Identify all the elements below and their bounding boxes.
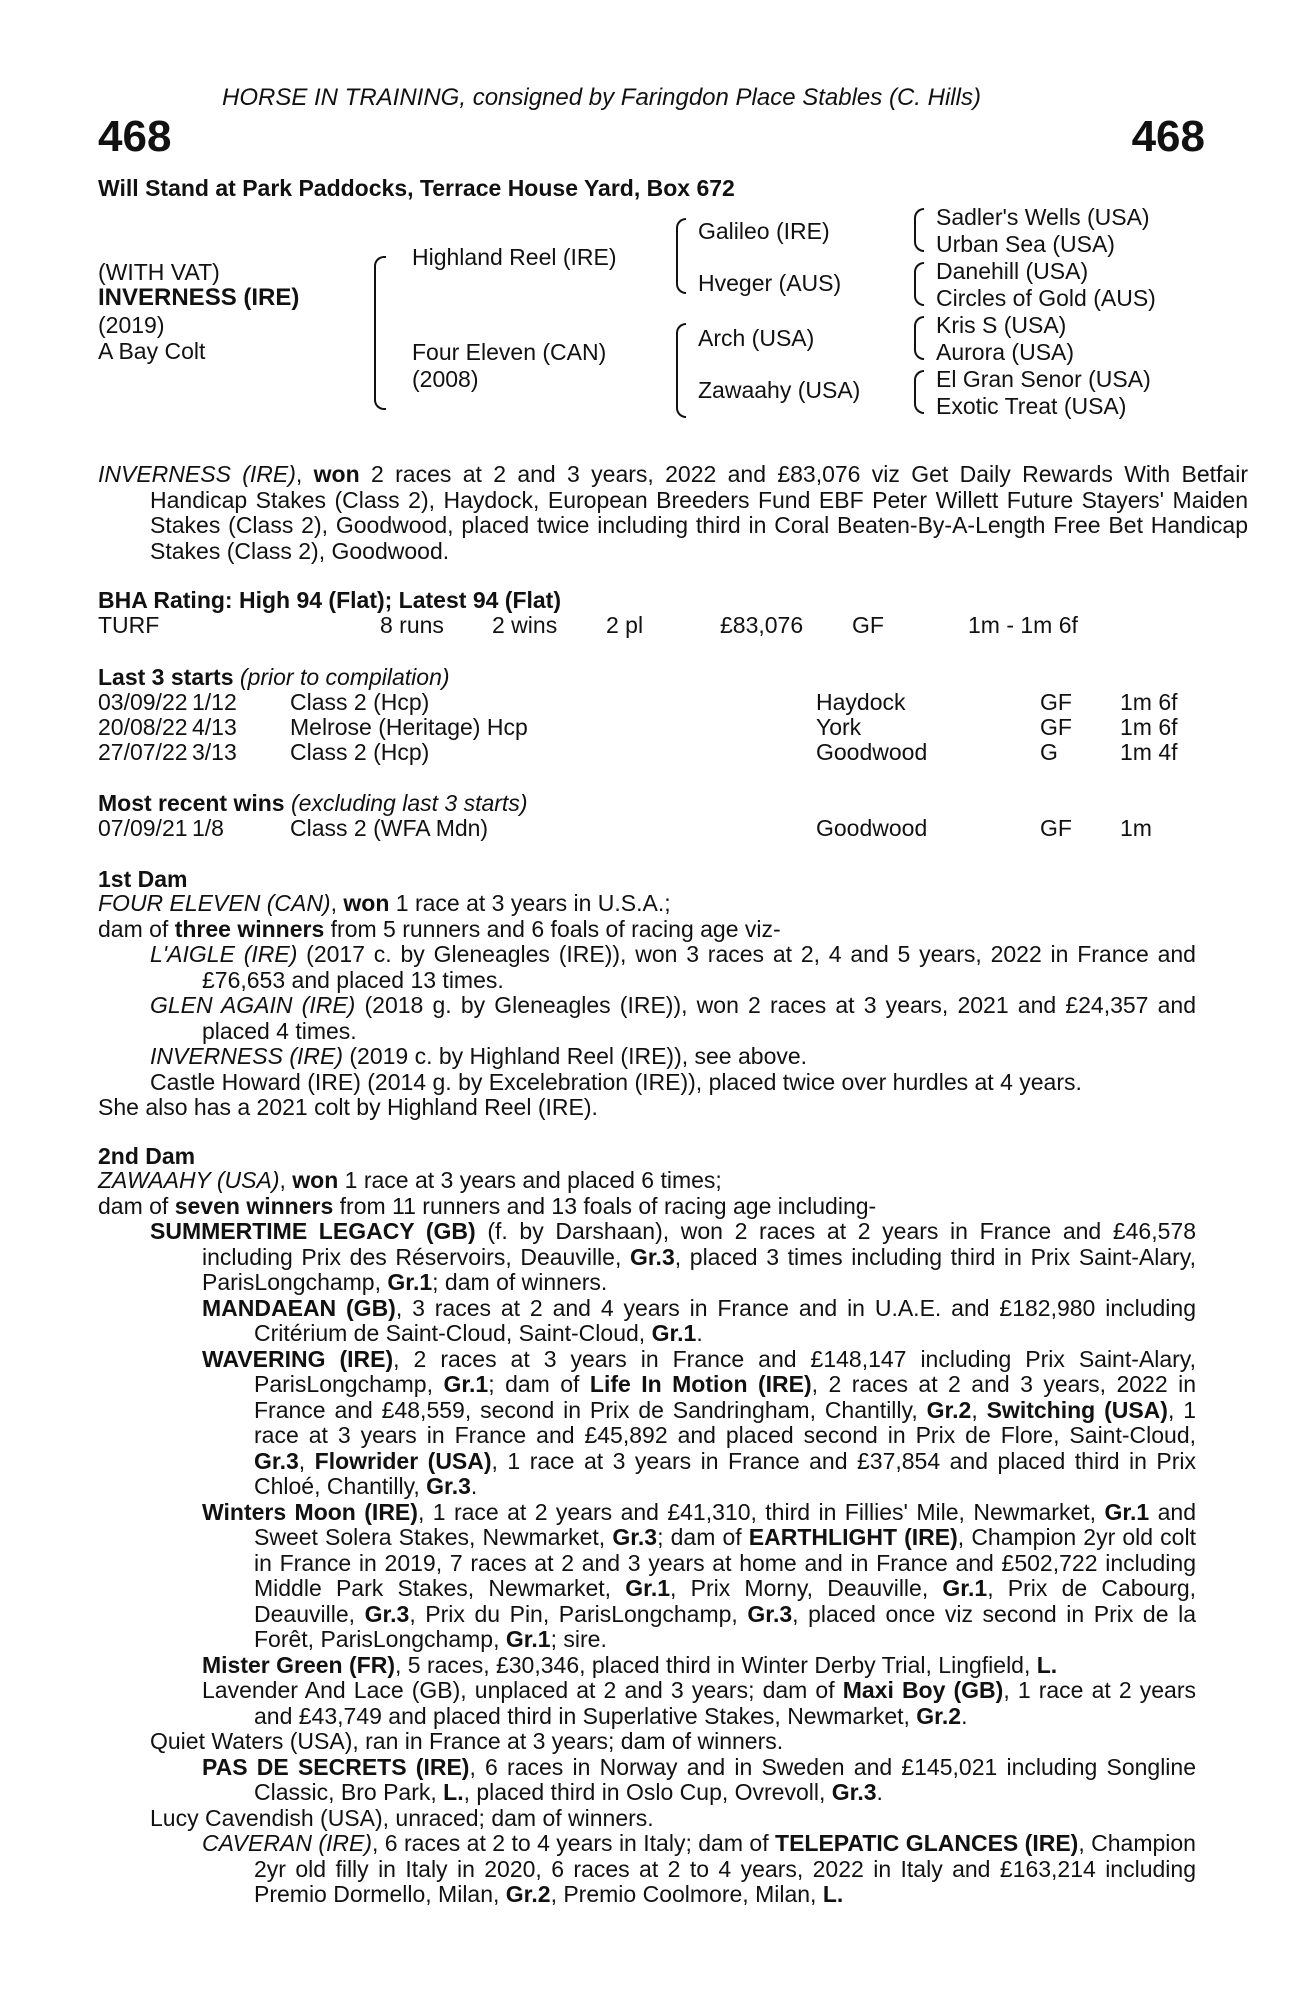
wv-grade-1: Gr.1 (443, 1371, 489, 1397)
brace-1 (914, 208, 924, 252)
dam: Four Eleven (CAN) (412, 339, 607, 365)
sl-text-3: ; dam of winners. (432, 1269, 608, 1295)
race-dist: 1m 6f (1120, 714, 1178, 740)
wm-grade-3: Gr.1 (625, 1575, 671, 1601)
recent-wins-note: (excluding last 3 starts) (291, 790, 528, 816)
race-going: GF (1040, 815, 1072, 841)
lot-number-left: 468 (98, 112, 172, 161)
ss-dam: Urban Sea (USA) (936, 231, 1115, 257)
first-dam-line2a: dam of (98, 915, 175, 942)
switching: Switching (USA) (986, 1396, 1168, 1423)
wv-text-5: , 1 race at 3 years in France and £45,892 and placed second in Prix de Flore, Saint-Cloud, (254, 1396, 1196, 1448)
first-dam-winners: three winners (174, 915, 325, 942)
wv-grade-2: Gr.2 (926, 1396, 972, 1423)
wv-text-6: , (298, 1447, 315, 1474)
lucy-cavendish: Lucy Cavendish (USA), unraced; dam of winners. (150, 1804, 654, 1831)
race-row (98, 714, 1198, 740)
ss-sire: Sadler's Wells (USA) (936, 204, 1150, 230)
sire-dam: Hveger (AUS) (698, 270, 842, 296)
summary-text: 2 races at 2 and 3 years, 2022 and £83,076 viz Get Daily Rewards With Betfair Handicap Stakes (Class 2), Haydock, European Breeders Fund EBF Peter Willett Future Stayers' Maiden Stakes (Class 2), Goodwood, placed twice including third in Coral Beaten-By-A-Length Free Bet Handicap Stakes (Class 2), Goodwood. (150, 461, 1248, 564)
dam-year: (2008) (412, 366, 479, 392)
wavering: WAVERING (IRE) (202, 1345, 394, 1372)
bha-rating: BHA Rating: High 94 (Flat); Latest 94 (Flat) (98, 587, 561, 613)
wv-grade-4: Gr.3 (426, 1473, 471, 1499)
wm-text-3: ; dam of (657, 1524, 749, 1550)
progeny-laigle: L'AIGLE (IRE) (150, 941, 298, 967)
cv-grade-2: L. (822, 1881, 844, 1907)
catalogue-title: HORSE IN TRAINING, consigned by Faringdon Place Stables (C. Hills) (222, 84, 981, 111)
summary-won: won (313, 461, 360, 487)
race-course: Goodwood (816, 815, 928, 841)
race-race: Class 2 (Hcp) (290, 689, 430, 715)
telepatic-glances: TELEPATIC GLANCES (IRE) (775, 1830, 1079, 1856)
pd-grade-1: L. (443, 1779, 464, 1805)
pedigree-brace-main (374, 256, 386, 410)
wv-text-7: , 1 race at 3 years in France and £37,854 and placed third in Prix Chloé, Chantilly, (254, 1447, 1196, 1499)
race-dist: 1m 4f (1120, 739, 1178, 765)
horse-year: (2019) (98, 312, 165, 338)
wm-text-7: , Prix du Pin, ParisLongchamp, (409, 1600, 748, 1627)
cv-text-2: , Champion 2yr old filly in Italy in 2020, 6 races at 2 to 4 years, 2022 in Italy and £163,214 including Premio Dormello, Milan, (254, 1830, 1196, 1907)
brace-3 (914, 316, 924, 360)
cv-text-1: , 6 races at 2 to 4 years in Italy; dam of (372, 1830, 776, 1856)
race-pos: 1/8 (192, 815, 224, 841)
distance: 1m - 1m 6f (968, 612, 1078, 638)
sl-text-2: , placed 3 times including third in Prix Saint-Alary, ParisLongchamp, (202, 1243, 1196, 1295)
wm-grade-2: Gr.3 (612, 1524, 658, 1550)
sire: Highland Reel (IRE) (412, 244, 617, 270)
race-date: 03/09/22 (98, 689, 188, 715)
wv-text-3: , 2 races at 2 and 3 years, 2022 in France and £48,559, second in Prix de Sandringham, Chantilly, (254, 1371, 1196, 1423)
second-dam-winners: seven winners (174, 1192, 334, 1219)
race-going: GF (1040, 714, 1072, 740)
race-pos: 4/13 (192, 714, 237, 740)
race-row (98, 815, 1198, 841)
wins: 2 wins (492, 612, 558, 638)
pd-grade-2: Gr.3 (831, 1779, 877, 1805)
pedigree-brace-sire (676, 218, 686, 294)
first-dam-section: FOUR ELEVEN (CAN), won 1 race at 3 years in U.S.A.; dam of three winners from 5 runners and 6 foals of racing age viz- L'AIGLE (IRE) (2017 c. by Gleneagles (IRE)), won 3 races at 2, 4 and 5 years, 2022 in France and £76,653 and placed 13 times. GLEN AGAIN (IRE) (2018 g. by Gleneagles (IRE)), won 2 races at 3 years, 2021 and £24,357 and placed 4 times. INVERNESS (IRE) (2019 c. by Highland Reel (IRE)), see above. Castle Howard (IRE) (2014 g. by Excelebration (IRE)), placed twice over hurdles at 4 years. She also has a 2021 colt by Highland Reel (IRE). (98, 890, 1197, 1120)
brace-2 (914, 262, 924, 306)
second-dam-record: 1 race at 3 years and placed 6 times; (338, 1167, 722, 1193)
wm-text-2: and Sweet Solera Stakes, Newmarket, (254, 1498, 1197, 1550)
race-row (98, 739, 1198, 765)
summary-horse-name: INVERNESS (IRE) (98, 461, 296, 487)
turf-record (98, 612, 1198, 638)
dd-sire: El Gran Senor (USA) (936, 366, 1151, 392)
vat-note: (WITH VAT) (98, 259, 220, 285)
race-course: Goodwood (816, 739, 928, 765)
flowrider: Flowrider (USA) (314, 1447, 492, 1474)
progeny-glen-again: GLEN AGAIN (IRE) (150, 992, 356, 1018)
race-course: York (816, 714, 862, 740)
progeny-glen-again-text: (2018 g. by Gleneagles (IRE)), won 2 races at 3 years, 2021 and £24,357 and placed 4 times. (202, 992, 1197, 1044)
sl-text-1: (f. by Darshaan), won 2 races at 2 years in France and £46,578 including Prix des Réservoirs, Deauville, (202, 1218, 1196, 1270)
surface: TURF (98, 612, 160, 638)
sd-sire: Danehill (USA) (936, 258, 1089, 284)
ds-dam: Aurora (USA) (936, 339, 1075, 365)
wm-grade-4: Gr.1 (942, 1575, 988, 1601)
progeny-laigle-text: (2017 c. by Gleneagles (IRE)), won 3 races at 2, 4 and 5 years, 2022 in France and £76,653 and placed 13 times. (202, 941, 1196, 993)
life-in-motion: Life In Motion (IRE) (589, 1371, 812, 1397)
maxi-boy: Maxi Boy (GB) (842, 1677, 1004, 1703)
race-summary: INVERNESS (IRE), won 2 races at 2 and 3 years, 2022 and £83,076 viz Get Daily Rewards With Betfair Handicap Stakes (Class 2), Haydock, European Breeders Fund EBF Peter Willett Future Stayers' Maiden Stakes (Class 2), Goodwood, placed twice including third in Coral Beaten-By-A-Length Free Bet Handicap Stakes (Class 2), Goodwood. (98, 461, 1248, 564)
last-starts-note: (prior to compilation) (239, 664, 450, 690)
second-dam-name: ZAWAAHY (USA) (98, 1167, 280, 1193)
wv-grade-3: Gr.3 (254, 1447, 299, 1474)
progeny-castle-howard: Castle Howard (IRE) (2014 g. by Excelebration (IRE)), placed twice over hurdles at 4 years. (150, 1068, 1082, 1095)
recent-wins-heading (98, 790, 527, 816)
lavender-and-lace: Lavender And Lace (GB), unplaced at 2 and 3 years; dam of (202, 1677, 843, 1703)
mg-text-1: , 5 races, £30,346, placed third in Winter Derby Trial, Lingfield, (394, 1651, 1037, 1678)
race-pos: 1/12 (192, 689, 237, 715)
second-dam-heading: 2nd Dam (98, 1143, 196, 1169)
race-going: G (1040, 739, 1058, 765)
last-starts-heading (98, 664, 450, 690)
runs: 8 runs (380, 612, 444, 638)
race-date: 27/07/22 (98, 739, 188, 765)
race-dist: 1m (1120, 815, 1152, 841)
wm-grade-5: Gr.3 (364, 1600, 410, 1627)
second-dam-won: won (292, 1167, 339, 1193)
caveran: CAVERAN (IRE) (202, 1830, 372, 1856)
race-date: 07/09/21 (98, 815, 188, 841)
first-dam-line2c: from 5 runners and 6 foals of racing age viz- (324, 915, 781, 942)
wv-text-1: , 2 races at 3 years in France and £148,147 including Prix Saint-Alary, ParisLongchamp, (254, 1345, 1196, 1397)
first-dam-note: She also has a 2021 colt by Highland Reel (IRE). (98, 1094, 598, 1120)
race-race: Class 2 (WFA Mdn) (290, 815, 489, 841)
dam-sire: Arch (USA) (698, 325, 815, 351)
la-text-3: . (961, 1702, 968, 1729)
earthlight: EARTHLIGHT (IRE) (748, 1524, 958, 1550)
wm-text-8: , placed once viz second in Prix de la Forêt, ParisLongchamp, (254, 1600, 1196, 1652)
race-race: Melrose (Heritage) Hcp (290, 714, 528, 740)
wm-text-6: , Prix de Cabourg, Deauville, (254, 1575, 1196, 1627)
la-text-2: , 1 race at 2 years and £43,749 and placed third in Superlative Stakes, Newmarket, (254, 1677, 1196, 1729)
mister-green: Mister Green (FR) (202, 1651, 395, 1678)
quiet-waters: Quiet Waters (USA), ran in France at 3 years; dam of winners. (150, 1728, 784, 1754)
first-dam-heading: 1st Dam (98, 866, 188, 892)
second-dam-line2a: dam of (98, 1192, 175, 1219)
first-dam-won: won (343, 890, 390, 916)
wm-grade-7: Gr.1 (505, 1626, 551, 1652)
race-row (98, 689, 1198, 715)
recent-wins-title: Most recent wins (98, 790, 285, 816)
wm-text-1: , 1 race at 2 years and £41,310, third in Fillies' Mile, Newmarket, (417, 1498, 1105, 1525)
wv-text-8: . (470, 1473, 478, 1499)
earnings: £83,076 (720, 612, 804, 638)
brace-4 (914, 370, 924, 414)
sl-grade-1: Gr.3 (629, 1243, 675, 1270)
race-race: Class 2 (Hcp) (290, 739, 430, 765)
wm-text-4: , Champion 2yr old colt in France in 2019, 7 races at 2 and 3 years at home and in France and £502,722 including Middle Park Stakes, Newmarket, (254, 1524, 1196, 1601)
pd-text-3: . (876, 1779, 883, 1805)
wv-text-4: , (971, 1396, 987, 1423)
horse-description: A Bay Colt (98, 338, 206, 364)
first-dam-record: 1 race at 3 years in U.S.A.; (389, 890, 671, 916)
race-dist: 1m 6f (1120, 689, 1178, 715)
md-text-1: , 3 races at 2 and 4 years in France and in U.A.E. and £182,980 including Critérium de Saint-Cloud, Saint-Cloud, (254, 1294, 1196, 1346)
race-pos: 3/13 (192, 739, 237, 765)
cv-text-3: , Premio Coolmore, Milan, (550, 1881, 823, 1907)
lot-number-right: 468 (1131, 112, 1205, 161)
second-dam-section: ZAWAAHY (USA), won 1 race at 3 years and placed 6 times; dam of seven winners from 11 runners and 13 foals of racing age including- SUMMERTIME LEGACY (GB) (f. by Darshaan), won 2 races at 2 years in France and £46,578 including Prix des Réservoirs, Deauville, Gr.3, placed 3 times including third in Prix Saint-Alary, ParisLongchamp, Gr.1; dam of winners. MANDAEAN (GB), 3 races at 2 and 4 years in France and in U.A.E. and £182,980 including Critérium de Saint-Cloud, Saint-Cloud, Gr.1. WAVERING (IRE), 2 races at 3 years in France and £148,147 including Prix Saint-Alary, ParisLongchamp, Gr.1; dam of Life In Motion (IRE), 2 races at 2 and 3 years, 2022 in France and £48,559, second in Prix de Sandringham, Chantilly, Gr.2, Switching (USA), 1 race at 3 years in France and £45,892 and placed second in Prix de Flore, Saint-Cloud, Gr.3, Flowrider (USA), 1 race at 3 years in France and £37,854 and placed third in Prix Chloé, Chantilly, Gr.3. Winters Moon (IRE), 1 race at 2 years and £41,310, third in Fillies' Mile, Newmarket, Gr.1 and Sweet Solera Stakes, Newmarket, Gr.3; dam of EARTHLIGHT (IRE), Champion 2yr old colt in France in 2019, 7 races at 2 and 3 years at home and in France and £502,722 including Middle Park Stakes, Newmarket, Gr.1, Prix Morny, Deauville, Gr.1, Prix de Cabourg, Deauville, Gr.3, Prix du Pin, ParisLongchamp, Gr.3, placed once viz second in Prix de la Forêt, ParisLongchamp, Gr.1; sire. Mister Green (FR), 5 races, £30,346, placed third in Winter Derby Trial, Lingfield, L. Lavender And Lace (GB), unplaced at 2 and 3 years; dam of Maxi Boy (GB), 1 race at 2 years and £43,749 and placed third in Superlative Stakes, Newmarket, Gr.2. Quiet Waters (USA), ran in France at 3 years; dam of winners. PAS DE SECRETS (IRE), 6 races in Norway and in Sweden and £145,021 including Songline Classic, Bro Park, L., placed third in Oslo Cup, Ovrevoll, Gr.3. Lucy Cavendish (USA), unraced; dam of winners. CAVERAN (IRE), 6 races at 2 to 4 years in Italy; dam of TELEPATIC GLANCES (IRE), Champion 2yr old filly in Italy in 2020, 6 races at 2 to 4 years, 2022 in Italy and £163,214 including Premio Dormello, Milan, Gr.2, Premio Coolmore, Milan, L. (98, 1167, 1197, 1907)
pas-de-secrets: PAS DE SECRETS (IRE) (202, 1753, 470, 1780)
ds-sire: Kris S (USA) (936, 312, 1067, 338)
first-dam-name: FOUR ELEVEN (CAN) (98, 890, 331, 916)
mandaean: MANDAEAN (GB) (202, 1294, 396, 1321)
going: GF (852, 612, 884, 638)
dd-dam: Exotic Treat (USA) (936, 393, 1127, 419)
race-course: Haydock (816, 689, 906, 715)
placed: 2 pl (606, 612, 644, 638)
race-going: GF (1040, 689, 1072, 715)
race-date: 20/08/22 (98, 714, 188, 740)
pedigree-brace-dam (676, 323, 686, 418)
horse-name: INVERNESS (IRE) (98, 284, 300, 311)
progeny-inverness-text: (2019 c. by Highland Reel (IRE)), see above. (342, 1043, 808, 1069)
summertime-legacy: SUMMERTIME LEGACY (GB) (150, 1218, 476, 1244)
sd-dam: Circles of Gold (AUS) (936, 285, 1156, 311)
second-dam-line2c: from 11 runners and 13 foals of racing age including- (333, 1192, 877, 1219)
mg-grade-1: L. (1036, 1651, 1058, 1678)
sl-grade-2: Gr.1 (387, 1269, 433, 1295)
cv-grade-1: Gr.2 (505, 1881, 551, 1907)
last-starts-title: Last 3 starts (98, 664, 234, 690)
winters-moon: Winters Moon (IRE) (202, 1498, 418, 1525)
stand-location: Will Stand at Park Paddocks, Terrace House Yard, Box 672 (98, 175, 735, 201)
md-text-2: . (696, 1320, 703, 1346)
wm-text-9: ; sire. (550, 1626, 607, 1652)
la-grade-1: Gr.2 (916, 1702, 962, 1729)
dam-dam: Zawaahy (USA) (698, 377, 861, 403)
pd-text-2: , placed third in Oslo Cup, Ovrevoll, (463, 1779, 832, 1805)
progeny-inverness: INVERNESS (IRE) (150, 1043, 343, 1069)
pd-text-1: , 6 races in Norway and in Sweden and £145,021 including Songline Classic, Bro Park, (254, 1753, 1196, 1805)
wv-text-2: ; dam of (488, 1371, 590, 1397)
md-grade-1: Gr.1 (651, 1320, 697, 1346)
wm-text-5: , Prix Morny, Deauville, (670, 1575, 943, 1601)
sire-sire: Galileo (IRE) (698, 218, 830, 244)
wm-grade-1: Gr.1 (1104, 1498, 1150, 1525)
wm-grade-6: Gr.3 (747, 1600, 793, 1627)
